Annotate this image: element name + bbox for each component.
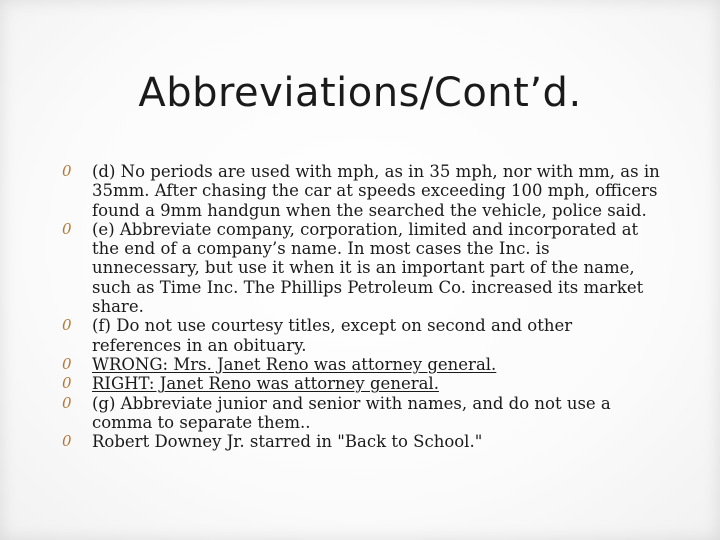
bullet-marker: 0 xyxy=(62,393,72,412)
bullet-text-wrong-example: WRONG: Mrs. Janet Reno was attorney general. xyxy=(92,354,497,374)
bullet-marker: 0 xyxy=(62,432,72,451)
bullet-text: (g) Abbreviate junior and senior with names, and do not use a comma to separate them.. xyxy=(92,393,611,432)
bullet-text: Robert Downey Jr. starred in "Back to School." xyxy=(92,432,483,452)
bullet-text: (e) Abbreviate company, corporation, limited and incorporated at the end of a company’s name. In most cases the Inc. is unnecessary, but use it when it is an important part of the name, such as Time Inc. The Phillips Petroleum Co. increased its market share. xyxy=(92,219,644,317)
bullet-item xyxy=(62,220,662,316)
bullet-text: (f) Do not use courtesy titles, except on second and other references in an obituary. xyxy=(92,316,573,355)
bullet-item xyxy=(62,316,662,355)
bullet-item xyxy=(62,394,662,433)
bullet-marker: 0 xyxy=(62,374,72,393)
slide-title: Abbreviations/Cont’d. xyxy=(138,70,582,116)
bullet-list xyxy=(62,162,662,451)
bullet-marker: 0 xyxy=(62,219,72,238)
bullet-text-right-example: RIGHT: Janet Reno was attorney general. xyxy=(92,374,439,394)
bullet-item xyxy=(62,355,662,374)
bullet-marker: 0 xyxy=(62,316,72,335)
bullet-marker: 0 xyxy=(62,354,72,373)
bullet-marker: 0 xyxy=(62,162,72,180)
bullet-item xyxy=(62,432,662,451)
bullet-item xyxy=(62,162,662,220)
bullet-item xyxy=(62,374,662,393)
bullet-text: (d) No periods are used with mph, as in 35 mph, nor with mm, as in 35mm. After chasing the car at speeds exceeding 100 mph, officers found a 9mm handgun when the searched the vehicle, police said. xyxy=(92,162,660,220)
